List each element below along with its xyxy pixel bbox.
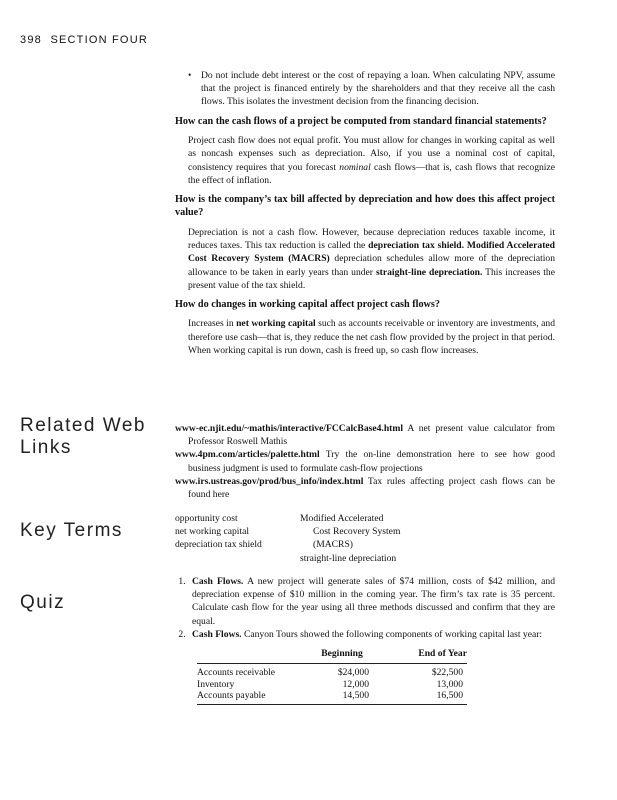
key-terms bbox=[175, 512, 555, 565]
answer-paragraph: Project cash flow does not equal profit. You must allow for changes in working capital as well as noncash expenses such as depreciation. Also, if you use a nominal cost of capital, consistency requires that you forecast nominal cash flows—that is, cash flows that recognize the effect of inflation. bbox=[188, 135, 555, 186]
summary-block bbox=[175, 69, 555, 357]
quiz bbox=[175, 575, 555, 705]
related-links-label: Related Web Links bbox=[20, 415, 146, 458]
key-terms-label: Key Terms bbox=[20, 520, 123, 541]
key-term: depreciation tax shield bbox=[175, 539, 262, 551]
question-heading: How can the cash flows of a project be computed from standard financial statements? bbox=[175, 115, 547, 127]
bullet-item: • Do not include debt interest or the cost of repaying a loan. When calculating NPV, assume that the project is financed entirely by the shareholders and that they receive all the cash flows. This isolates the investment decision from the financing decision. bbox=[188, 70, 555, 108]
key-term: Cost Recovery System bbox=[313, 526, 401, 538]
table-row: Accounts receivable $24,000 $22,500 bbox=[197, 667, 463, 679]
page-number: 398 bbox=[20, 34, 42, 46]
key-term: net working capital bbox=[175, 526, 250, 538]
quiz-item: 2. Cash Flows. Canyon Tours showed the following components of working capital last year: bbox=[188, 628, 555, 641]
section-title: SECTION FOUR bbox=[50, 34, 148, 46]
key-term: straight-line depreciation bbox=[300, 552, 397, 564]
answer-paragraph: Depreciation is not a cash flow. However, because depreciation reduces taxable income, it reduces taxes. This tax reduction is called the depreciation tax shield. Modified Accelerated Cost Recovery System (MACRS) depreciation schedules allow more of the depreciation allowance to be taken in early years than under straight-line depreciation. This increases the present value of the tax shield. bbox=[188, 226, 555, 291]
table-row: Inventory 12,000 13,000 bbox=[197, 678, 463, 690]
question-heading: How do changes in working capital affect project cash flows? bbox=[175, 298, 440, 310]
quiz-item: 1. Cash Flows. A new project will generate sales of $74 million, costs of $42 million, and depreciation expense of $10 million in the coming year. The firm’s tax rate is 35 percent. Calculate cash flow for the year using all three methods discussed and confirm that they are equal. bbox=[188, 575, 555, 628]
web-link-item[interactable]: www.irs.ustreas.gov/prod/bus_info/index.html Tax rules affecting project cash flows can be found here bbox=[175, 475, 555, 501]
quiz-label: Quiz bbox=[20, 592, 66, 613]
key-term: Modified Accelerated bbox=[300, 513, 384, 524]
key-term: (MACRS) bbox=[313, 539, 353, 551]
question-heading: How is the company’s tax bill affected by depreciation and how does this affect project value? bbox=[175, 193, 555, 219]
column-header: End of Year bbox=[387, 645, 467, 664]
related-links bbox=[175, 422, 555, 501]
answer-paragraph: Increases in net working capital such as accounts receivable or inventory are investments, and therefore use cash—that is, they reduce the net cash flow provided by the project in that period. When working capital is run down, cash is freed up, so cash flow increases. bbox=[188, 318, 555, 356]
web-link-item[interactable]: www-ec.njit.edu/~mathis/interactive/FCCalcBase4.html A net present value calculator from Professor Roswell Mathis bbox=[175, 423, 555, 448]
running-header bbox=[20, 34, 148, 47]
table-row: Accounts payable 14,500 16,500 bbox=[197, 690, 467, 704]
bullet-icon: • bbox=[188, 70, 192, 81]
key-term: opportunity cost bbox=[175, 513, 238, 524]
working-capital-table bbox=[197, 645, 467, 705]
column-header: Beginning bbox=[297, 645, 387, 664]
web-link-item[interactable]: www.4pm.com/articles/palette.html Try the on-line demonstration here to see how good business judgment is used to formulate cash-flow projections bbox=[175, 449, 555, 474]
